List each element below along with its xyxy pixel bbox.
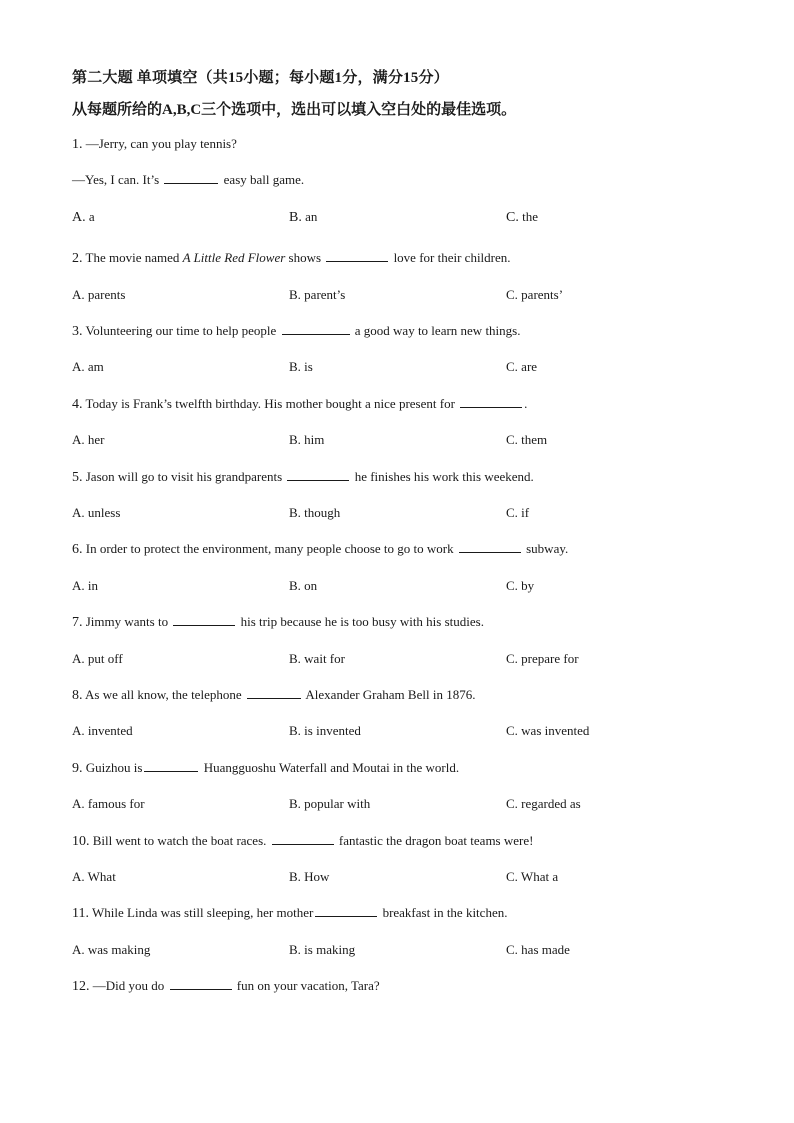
question-number: 4. bbox=[72, 397, 83, 412]
option-b[interactable]: B. parent’s bbox=[289, 287, 346, 302]
question-number: 1. bbox=[72, 137, 83, 152]
option-a[interactable]: A. was making bbox=[72, 942, 151, 957]
answer-blank[interactable] bbox=[287, 469, 349, 481]
question-text: fantastic the dragon boat teams were! bbox=[338, 833, 534, 848]
answer-blank[interactable] bbox=[170, 978, 232, 990]
question-text: While Linda was still sleeping, her mother bbox=[92, 905, 314, 920]
question-text: . bbox=[524, 396, 528, 411]
option-c[interactable]: C. them bbox=[506, 432, 548, 447]
question-8 bbox=[72, 687, 475, 704]
question-7 bbox=[72, 614, 484, 631]
option-b[interactable]: B. him bbox=[289, 432, 325, 447]
answer-blank[interactable] bbox=[164, 172, 218, 184]
question-1 bbox=[72, 136, 237, 153]
question-2 bbox=[72, 250, 511, 267]
option-c[interactable]: C. has made bbox=[506, 942, 570, 957]
question-number: 12. bbox=[72, 979, 90, 994]
option-b[interactable]: B. wait for bbox=[289, 651, 345, 666]
answer-blank[interactable] bbox=[173, 614, 235, 626]
option-c[interactable] bbox=[506, 209, 538, 226]
option-a[interactable]: A. What bbox=[72, 869, 116, 884]
option-text: a bbox=[88, 209, 95, 224]
question-text: Huangguoshu Waterfall and Moutai in the world. bbox=[203, 760, 460, 775]
option-a[interactable] bbox=[72, 209, 95, 226]
question-number: 10. bbox=[72, 834, 90, 849]
question-5 bbox=[72, 469, 534, 486]
question-text: Guizhou is bbox=[85, 760, 143, 775]
question-number: 8. bbox=[72, 688, 83, 703]
option-letter: B. bbox=[289, 210, 302, 225]
section-title: 第二大题 单项填空（共15小题；每小题1分，满分15分） bbox=[72, 70, 449, 86]
option-b[interactable]: B. is bbox=[289, 359, 313, 374]
answer-blank[interactable] bbox=[282, 323, 350, 335]
option-text: the bbox=[522, 209, 538, 224]
question-text: breakfast in the kitchen. bbox=[382, 905, 508, 920]
movie-title: A Little Red Flower bbox=[182, 250, 286, 265]
question-6 bbox=[72, 541, 568, 558]
question-text: a good way to learn new things. bbox=[354, 323, 521, 338]
question-text: Bill went to watch the boat races. bbox=[92, 833, 267, 848]
question-3 bbox=[72, 323, 520, 340]
option-b[interactable] bbox=[289, 209, 317, 226]
answer-blank[interactable] bbox=[326, 250, 388, 262]
question-text: subway. bbox=[526, 541, 569, 556]
question-text: Jason will go to visit his grandparents bbox=[85, 469, 283, 484]
question-number: 5. bbox=[72, 470, 83, 485]
question-text: Volunteering our time to help people bbox=[85, 323, 277, 338]
option-c[interactable]: C. regarded as bbox=[506, 796, 581, 811]
option-c[interactable]: C. prepare for bbox=[506, 651, 579, 666]
question-4 bbox=[72, 396, 527, 413]
question-text: —Did you do bbox=[92, 978, 165, 993]
question-1-reply bbox=[72, 172, 304, 188]
question-12 bbox=[72, 978, 380, 995]
question-text: The movie named bbox=[85, 250, 180, 265]
option-a[interactable]: A. in bbox=[72, 578, 98, 593]
question-text: easy ball game. bbox=[223, 172, 305, 187]
answer-blank[interactable] bbox=[247, 687, 301, 699]
question-number: 2. bbox=[72, 251, 83, 266]
question-9 bbox=[72, 760, 459, 777]
option-c[interactable]: C. by bbox=[506, 578, 535, 593]
question-text: shows bbox=[288, 250, 322, 265]
question-text: —Jerry, can you play tennis? bbox=[85, 136, 237, 151]
answer-blank[interactable] bbox=[272, 833, 334, 845]
option-a[interactable]: A. invented bbox=[72, 723, 133, 738]
question-text: In order to protect the environment, many people choose to go to work bbox=[85, 541, 454, 556]
question-10 bbox=[72, 833, 533, 850]
option-a[interactable]: A. parents bbox=[72, 287, 126, 302]
option-a[interactable]: A. unless bbox=[72, 505, 121, 520]
question-text: As we all know, the telephone bbox=[85, 687, 242, 702]
question-text: his trip because he is too busy with his studies. bbox=[240, 614, 484, 629]
question-number: 3. bbox=[72, 324, 83, 339]
question-number: 11. bbox=[72, 906, 89, 921]
option-c[interactable]: C. if bbox=[506, 505, 530, 520]
question-text: love for their children. bbox=[393, 250, 511, 265]
option-b[interactable]: B. popular with bbox=[289, 796, 371, 811]
option-b[interactable]: B. is making bbox=[289, 942, 356, 957]
question-text: fun on your vacation, Tara? bbox=[236, 978, 380, 993]
option-c[interactable]: C. are bbox=[506, 359, 538, 374]
option-letter: A. bbox=[72, 210, 86, 225]
question-text: Jimmy wants to bbox=[85, 614, 169, 629]
option-a[interactable]: A. her bbox=[72, 432, 105, 447]
question-number: 9. bbox=[72, 761, 83, 776]
option-text: an bbox=[305, 209, 318, 224]
answer-blank[interactable] bbox=[144, 760, 198, 772]
option-b[interactable]: B. on bbox=[289, 578, 318, 593]
question-text: Today is Frank’s twelfth birthday. His mother bought a nice present for bbox=[85, 396, 455, 411]
answer-blank[interactable] bbox=[315, 905, 377, 917]
question-text: he finishes his work this weekend. bbox=[354, 469, 534, 484]
option-c[interactable]: C. parents’ bbox=[506, 287, 564, 302]
option-a[interactable]: A. famous for bbox=[72, 796, 145, 811]
question-11 bbox=[72, 905, 507, 922]
option-a[interactable]: A. am bbox=[72, 359, 104, 374]
option-a[interactable]: A. put off bbox=[72, 651, 123, 666]
option-b[interactable]: B. is invented bbox=[289, 723, 361, 738]
section-instruction: 从每题所给的A,B,C三个选项中，选出可以填入空白处的最佳选项。 bbox=[72, 102, 517, 118]
option-c[interactable]: C. What a bbox=[506, 869, 559, 884]
question-number: 7. bbox=[72, 615, 83, 630]
question-number: 6. bbox=[72, 542, 83, 557]
question-text: —Yes, I can. It’s bbox=[72, 172, 160, 187]
question-text: Alexander Graham Bell in 1876. bbox=[305, 687, 476, 702]
option-b[interactable]: B. though bbox=[289, 505, 341, 520]
answer-blank[interactable] bbox=[459, 541, 521, 553]
option-b[interactable]: B. How bbox=[289, 869, 330, 884]
answer-blank[interactable] bbox=[460, 396, 522, 408]
option-letter: C. bbox=[506, 210, 519, 225]
option-c[interactable]: C. was invented bbox=[506, 723, 590, 738]
